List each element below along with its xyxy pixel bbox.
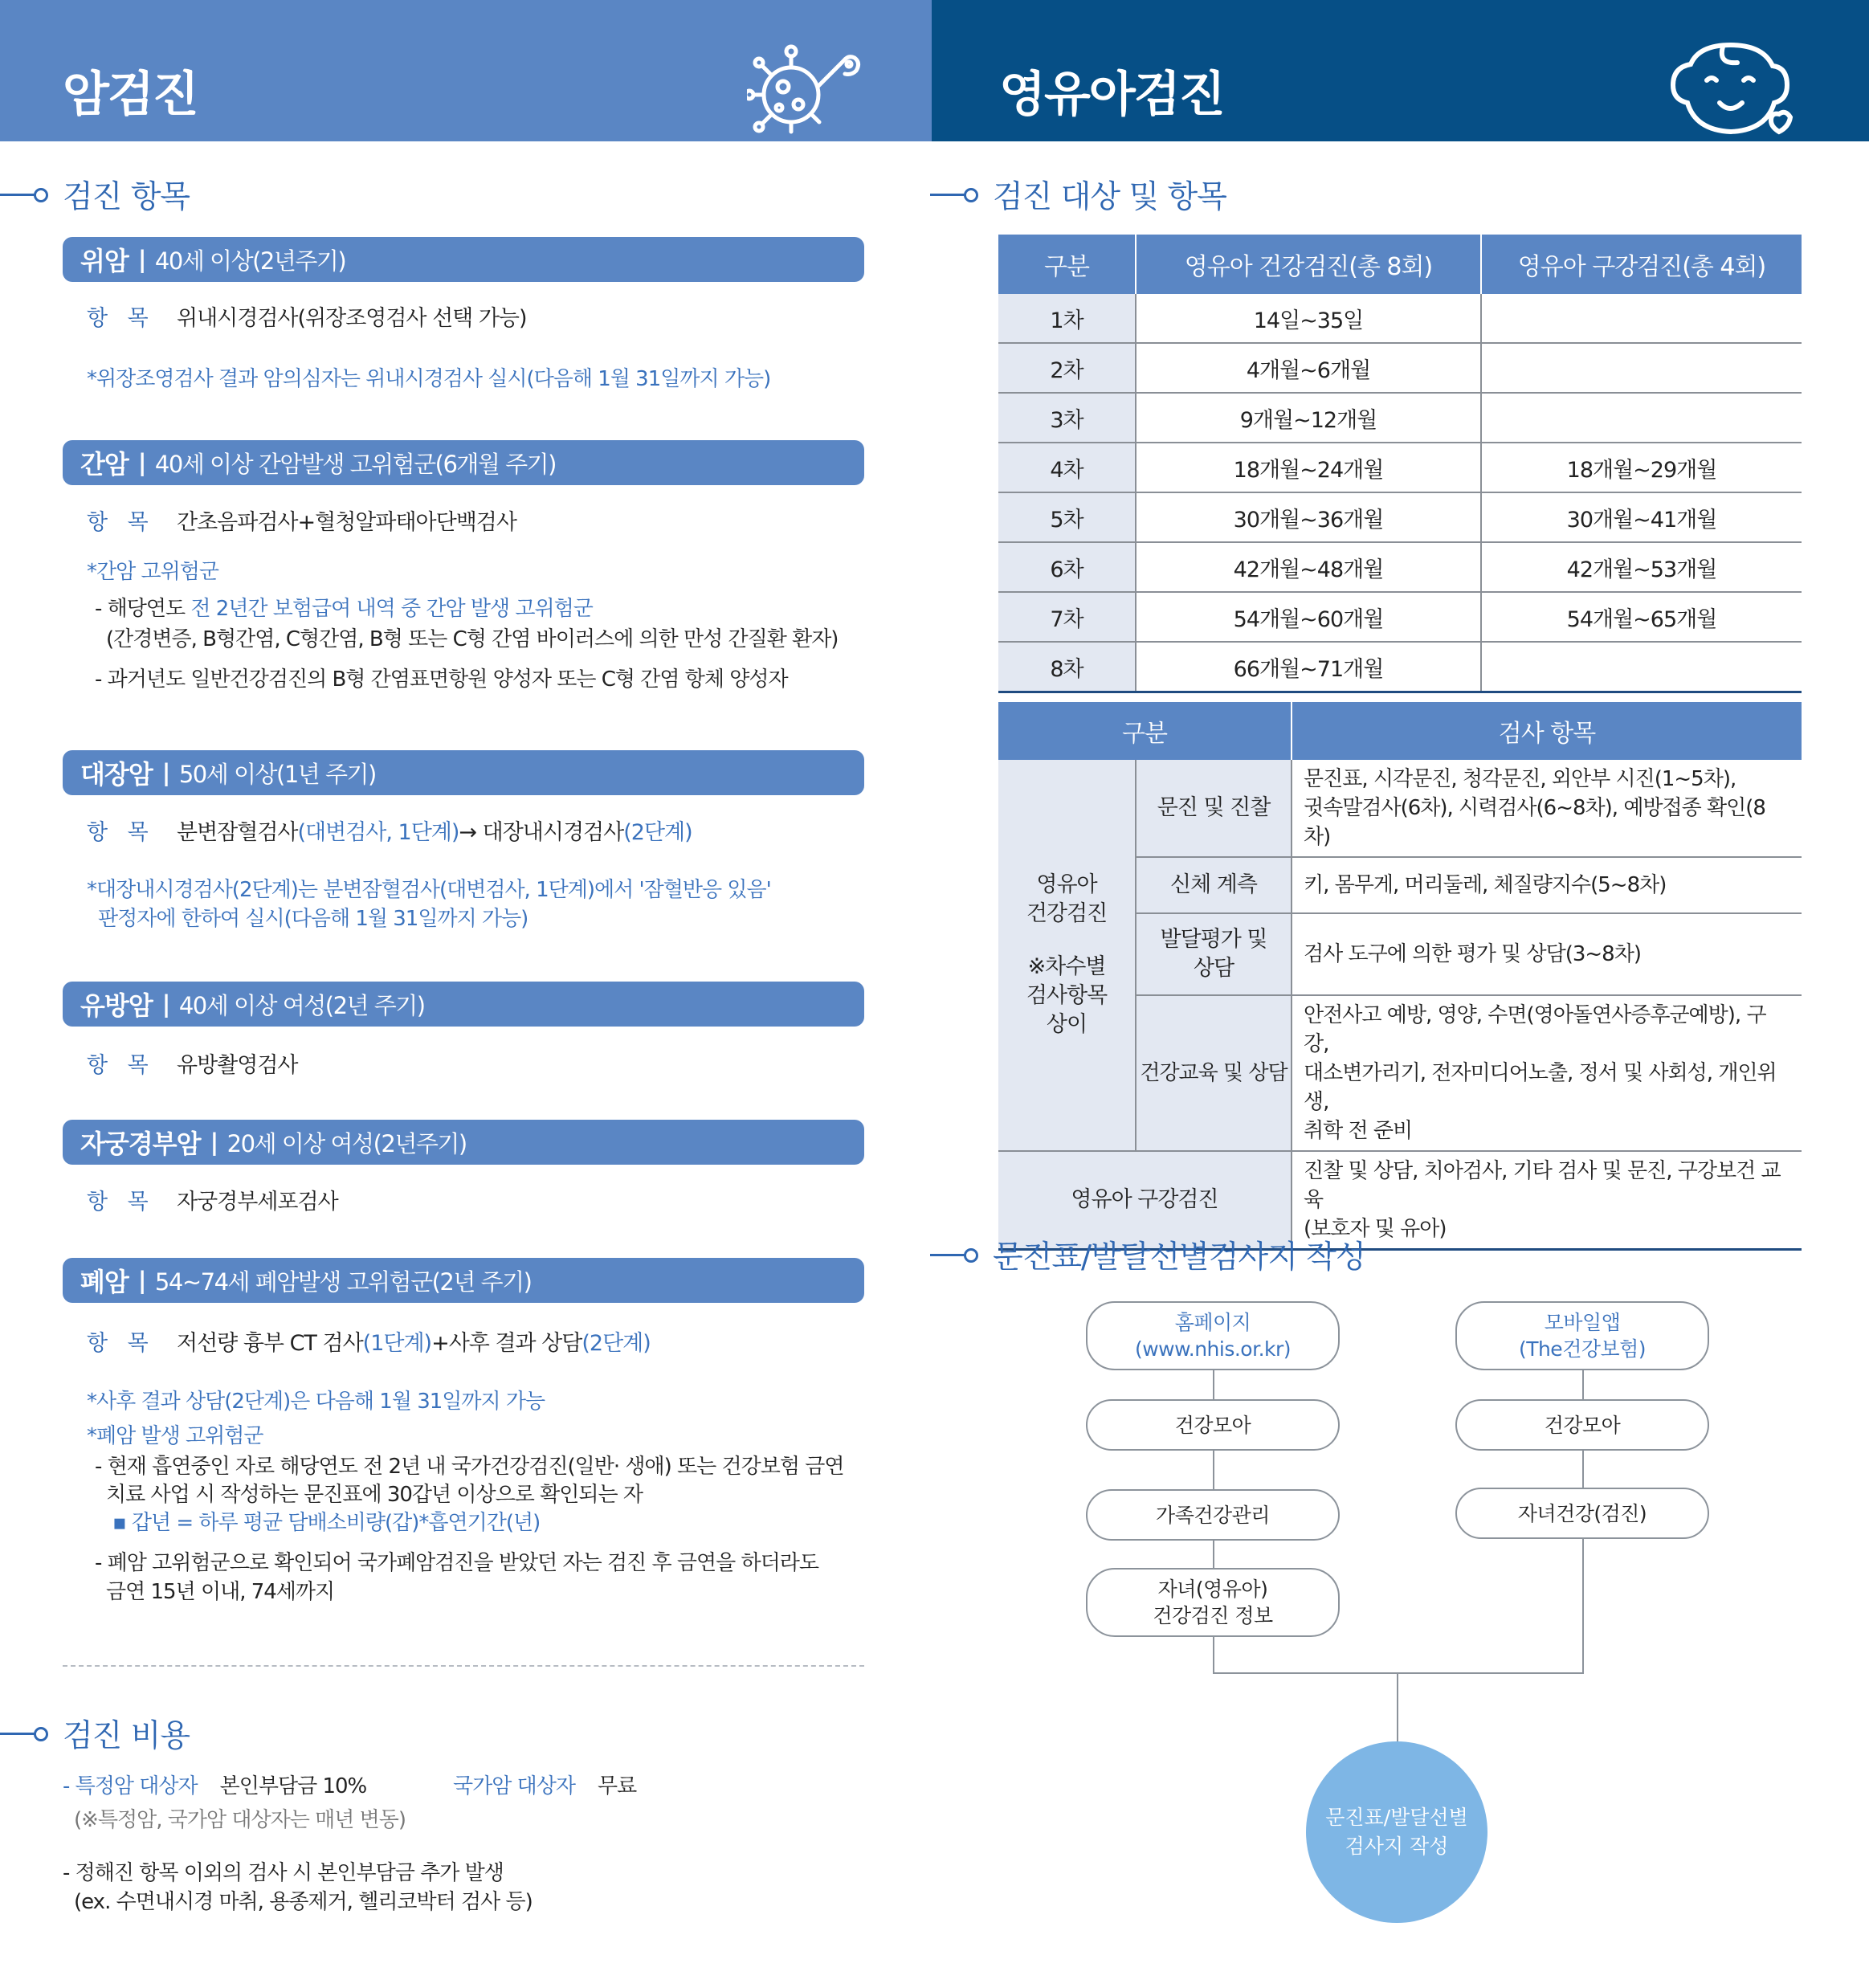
table-cell: 4개월~6개월 (1136, 343, 1481, 393)
table-cell: 54개월~65개월 (1481, 592, 1802, 642)
cost-special-row: - 특정암 대상자 본인부담금 10% (63, 1774, 367, 1798)
table-cell: 3차 (998, 393, 1136, 443)
table-header-cell: 구분 (998, 702, 1292, 760)
section-arrow-icon (0, 186, 48, 202)
table-cell: 42개월~53개월 (1481, 542, 1802, 592)
lung-note-1: *사후 결과 상담(2단계)은 다음해 1월 31일까지 가능 (87, 1390, 545, 1414)
table-header-cell: 영유아 구강검진(총 4회) (1481, 235, 1802, 294)
table-row (998, 642, 1802, 692)
lung-cancer-bar: 폐암 | 54~74세 폐암발생 고위험군(2년 주기) (63, 1258, 864, 1303)
table-cell (1481, 393, 1802, 443)
row-label-cell: 문진 및 진찰 (1136, 760, 1292, 857)
lung-bullet-1-line1: - 현재 흡연중인 자로 해당연도 전 2년 내 국가건강검진(일반· 생애) 또는 건강보험 금연 (95, 1455, 844, 1479)
cost-section-title: 검진 비용 (0, 1711, 190, 1756)
cancer-items-section-title: 검진 항목 (0, 172, 190, 217)
flow-result-circle: 문진표/발달선별 검사지 작성 (1306, 1741, 1487, 1923)
section-divider (63, 1665, 864, 1667)
flow-section-title: 문진표/발달선별검사지 작성 (930, 1232, 1365, 1277)
stomach-note: *위장조영검사 결과 암의심자는 위내시경검사 실시(다음해 1월 31일까지 가능) (87, 367, 771, 391)
liver-note-title: *간암 고위험군 (87, 560, 218, 584)
table-row (998, 592, 1802, 642)
stomach-item-row: 항 목 위내시경검사(위장조영검사 선택 가능) (87, 306, 527, 331)
table-cell (1481, 343, 1802, 393)
cost-extra-line1: - 정해진 항목 이외의 검사 시 본인부담금 추가 발생 (63, 1861, 504, 1885)
content-cell: 문진표, 시각문진, 청각문진, 외안부 시진(1~5차), 귓속말검사(6차), 시력검사(6~8차), 예방접종 확인(8차) (1292, 760, 1802, 857)
infant-header-title: 영유아검진 (999, 67, 1224, 123)
table-cell: 42개월~48개월 (1136, 542, 1481, 592)
colon-item-row: 항 목 분변잠혈검사 (대변검사, 1단계) → 대장내시경검사 (2단계) (87, 820, 692, 845)
cancer-header-title: 암검진 (63, 67, 198, 123)
flow-connector (1397, 1672, 1398, 1743)
infant-exam-items-table (998, 702, 1802, 1251)
table-cell: 30개월~36개월 (1136, 492, 1481, 542)
row-label-cell: 영유아 구강검진 (998, 1151, 1292, 1250)
liver-item-row: 항 목 간초음파검사+혈청알파태아단백검사 (87, 510, 516, 535)
table-cell: 8차 (998, 642, 1136, 692)
section-arrow-icon (930, 1247, 978, 1263)
lung-bullet-1-line2: 치료 사업 시 작성하는 문진표에 30갑년 이상으로 확인되는 자 (106, 1483, 643, 1507)
group-cell: 영유아 건강검진 ※차수별 검사항목 상이 (998, 760, 1136, 1151)
table-cell: 7차 (998, 592, 1136, 642)
row-label-cell: 건강교육 및 상담 (1136, 995, 1292, 1151)
flow-home-step-1: 건강모아 (1086, 1399, 1340, 1451)
table-cell: 30개월~41개월 (1481, 492, 1802, 542)
infant-header-bar (932, 0, 1869, 141)
table-cell: 4차 (998, 443, 1136, 492)
table-cell (1481, 642, 1802, 692)
table-row (998, 393, 1802, 443)
flow-connector (1213, 1636, 1214, 1673)
infant-section-title: 검진 대상 및 항목 (930, 172, 1226, 217)
colon-cancer-bar: 대장암 | 50세 이상(1년 주기) (63, 750, 864, 795)
content-cell: 진찰 및 상담, 치아검사, 기타 검사 및 문진, 구강보건 교육 (보호자 및 유아) (1292, 1151, 1802, 1250)
flow-mobile-step-1: 건강모아 (1455, 1399, 1709, 1451)
cost-national-row: 국가암 대상자 무료 (453, 1774, 637, 1798)
table-cell: 2차 (998, 343, 1136, 393)
table-cell (1481, 294, 1802, 343)
liver-bullet-1: - 해당연도 전 2년간 보험급여 내역 중 간암 발생 고위험군 (95, 597, 593, 621)
flow-home-step-2: 가족건강관리 (1086, 1489, 1340, 1541)
cervical-item-row: 항 목 자궁경부세포검사 (87, 1190, 338, 1214)
row-label-cell: 발달평가 및 상담 (1136, 913, 1292, 995)
breast-cancer-bar: 유방암 | 40세 이상 여성(2년 주기) (63, 982, 864, 1027)
table-cell: 14일~35일 (1136, 294, 1481, 343)
lung-bullet-2-line1: - 폐암 고위험군으로 확인되어 국가폐암검진을 받았던 자는 검진 후 금연을 하더라도 (95, 1551, 818, 1575)
flow-mobile-app-node: 모바일앱 (The건강보험) (1455, 1301, 1709, 1370)
table-row (998, 542, 1802, 592)
infant-schedule-table (998, 235, 1802, 693)
table-cell: 6차 (998, 542, 1136, 592)
table-header-cell: 구분 (998, 235, 1136, 294)
liver-bullet-2: - 과거년도 일반건강검진의 B형 간염표면항원 양성자 또는 C형 간염 항체 양성자 (95, 667, 788, 692)
content-cell: 안전사고 예방, 영양, 수면(영아돌연사증후군예방), 구강, 대소변가리기, 전자미디어노출, 정서 및 사회성, 개인위생, 취학 전 준비 (1292, 995, 1802, 1151)
lung-item-row: 항 목 저선량 흉부 CT 검사 (1단계) +사후 결과 상담 (2단계) (87, 1331, 651, 1356)
table-row (998, 343, 1802, 393)
table-cell: 18개월~29개월 (1481, 443, 1802, 492)
cost-extra-line2: (ex. 수면내시경 마취, 용종제거, 헬리코박터 검사 등) (74, 1890, 533, 1914)
section-arrow-icon (930, 186, 978, 202)
table-cell: 9개월~12개월 (1136, 393, 1481, 443)
lung-pack-year-formula: ▪ 갑년 = 하루 평균 담배소비량(갑)*흡연기간(년) (112, 1511, 541, 1535)
flow-connector (1213, 1672, 1584, 1674)
table-header-cell: 영유아 건강검진(총 8회) (1136, 235, 1481, 294)
lung-bullet-2-line2: 금연 15년 이내, 74세까지 (106, 1580, 335, 1604)
table-row (998, 492, 1802, 542)
stomach-cancer-bar: 위암 | 40세 이상(2년주기) (63, 237, 864, 282)
flow-mobile-step-2: 자녀건강(검진) (1455, 1488, 1709, 1539)
table-cell: 18개월~24개월 (1136, 443, 1481, 492)
baby-face-icon (1659, 40, 1803, 141)
liver-bullet-1-line2: (간경변증, B형간염, C형간염, B형 또는 C형 간염 바이러스에 의한 만성 간질환 환자) (106, 627, 839, 651)
table-cell: 5차 (998, 492, 1136, 542)
cost-note: (※특정암, 국가암 대상자는 매년 변동) (74, 1808, 406, 1832)
table-cell: 66개월~71개월 (1136, 642, 1481, 692)
breast-item-row: 항 목 유방촬영검사 (87, 1053, 298, 1078)
section-arrow-icon (0, 1725, 48, 1741)
virus-icon (747, 39, 867, 141)
flow-home-step-3: 자녀(영유아) 건강검진 정보 (1086, 1568, 1340, 1637)
table-row (998, 443, 1802, 492)
cancer-header-bar (0, 0, 932, 141)
table-header-cell: 검사 항목 (1292, 702, 1802, 760)
row-label-cell: 신체 계측 (1136, 857, 1292, 913)
cervical-cancer-bar: 자궁경부암 | 20세 이상 여성(2년주기) (63, 1120, 864, 1165)
table-header-row (998, 235, 1802, 294)
table-header-row (998, 702, 1802, 760)
table-cell: 1차 (998, 294, 1136, 343)
lung-note-2: *폐암 발생 고위험군 (87, 1424, 263, 1448)
table-row (998, 294, 1802, 343)
flow-homepage-node: 홈페이지 (www.nhis.or.kr) (1086, 1301, 1340, 1370)
table-row (998, 760, 1802, 857)
colon-note-line2: 판정자에 한하여 실시(다음해 1월 31일까지 가능) (98, 907, 528, 931)
content-cell: 키, 몸무게, 머리둘레, 체질량지수(5~8차) (1292, 857, 1802, 913)
content-cell: 검사 도구에 의한 평가 및 상담(3~8차) (1292, 913, 1802, 995)
liver-cancer-bar: 간암 | 40세 이상 간암발생 고위험군(6개월 주기) (63, 440, 864, 485)
table-cell: 54개월~60개월 (1136, 592, 1481, 642)
colon-note-line1: *대장내시경검사(2단계)는 분변잠혈검사(대변검사, 1단계)에서 '잠혈반응 있음' (87, 878, 771, 902)
